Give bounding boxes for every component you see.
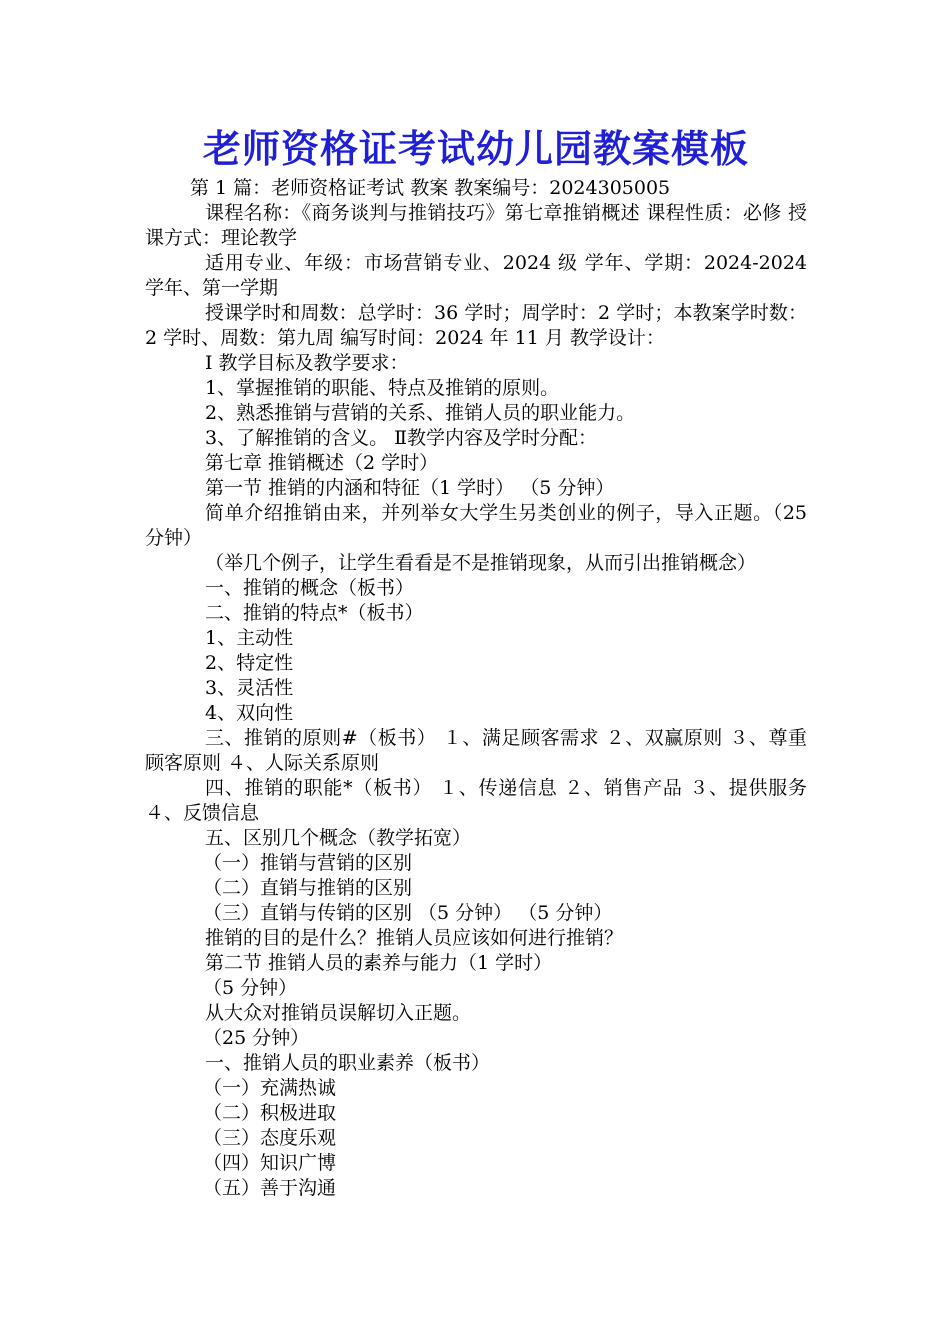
paragraph-principles: 三、推销的原则#（板书） １、满足顾客需求 ２、双赢原则 ３、尊重顾客原则 ４、人际关系原则: [145, 727, 807, 774]
paragraph-hours: 授课学时和周数：总学时：36 学时；周学时：2 学时；本教案学时数：2 学时、周数：第九周 编写时间：2024 年 11 月 教学设计：: [145, 302, 807, 349]
paragraph-question: 推销的目的是什么？推销人员应该如何进行推销？: [205, 927, 624, 949]
list-item: 4、双向性: [205, 702, 294, 724]
paragraph-features: 二、推销的特点*（板书）: [205, 602, 424, 624]
list-item: （三）直销与传销的区别 （5 分钟） （5 分钟）: [203, 902, 613, 924]
list-item: （二）直销与推销的区别: [203, 877, 413, 899]
paragraph-objective-2: 2、熟悉推销与营销的关系、推销人员的职业能力。: [205, 402, 636, 424]
paragraph-chapter-7: 第七章 推销概述（2 学时）: [205, 452, 439, 474]
paragraph-time-5: （5 分钟）: [203, 977, 298, 999]
paragraph-course-name: 课程名称：《商务谈判与推销技巧》第七章推销概述 课程性质：必修 授课方式：理论教学: [145, 202, 807, 249]
list-item: （一）推销与营销的区别: [203, 852, 413, 874]
paragraph-misunderstanding: 从大众对推销员误解切入正题。: [205, 1002, 472, 1024]
paragraph-examples: （举几个例子，让学生看看是不是推销现象，从而引出推销概念）: [205, 552, 757, 574]
list-item: （三）态度乐观: [203, 1127, 337, 1149]
paragraph-time-25: （25 分钟）: [203, 1027, 310, 1049]
paragraph-major-term: 适用专业、年级：市场营销专业、2024 级 学年、学期：2024-2024 学年、第一学期: [145, 252, 807, 299]
list-item: （一）充满热诚: [203, 1077, 337, 1099]
list-item: 3、灵活性: [205, 677, 294, 699]
list-item: 1、主动性: [205, 627, 294, 649]
paragraph-objective-3: 3、了解推销的含义。 Ⅱ教学内容及学时分配：: [205, 427, 598, 449]
paragraph-objectives-heading: Ⅰ 教学目标及教学要求：: [205, 352, 409, 374]
paragraph-concepts-distinction: 五、区别几个概念（教学拓宽）: [205, 827, 472, 849]
paragraph-section-2: 第二节 推销人员的素养与能力（1 学时）: [205, 952, 553, 974]
document-page: [145, 122, 807, 1201]
document-title: 老师资格证考试幼儿园教案模板: [202, 126, 749, 171]
paragraph-lesson-number: 第 1 篇：老师资格证考试 教案 教案编号：2024305005: [190, 177, 671, 199]
list-item: （四）知识广博: [203, 1152, 337, 1174]
paragraph-concept: 一、推销的概念（板书）: [205, 577, 415, 599]
paragraph-functions: 四、推销的职能*（板书） １、传递信息 ２、销售产品 ３、提供服务 ４、反馈信息: [145, 777, 807, 824]
paragraph-intro: 简单介绍推销由来，并列举女大学生另类创业的例子，导入正题。（25 分钟）: [145, 502, 807, 549]
paragraph-section-1: 第一节 推销的内涵和特征（1 学时） （5 分钟）: [205, 477, 615, 499]
paragraph-objective-1: 1、掌握推销的职能、特点及推销的原则。: [205, 377, 560, 399]
list-item: 2、特定性: [205, 652, 294, 674]
list-item: （二）积极进取: [203, 1102, 337, 1124]
list-item: （五）善于沟通: [203, 1177, 337, 1199]
paragraph-professional-quality: 一、推销人员的职业素养（板书）: [205, 1052, 491, 1074]
